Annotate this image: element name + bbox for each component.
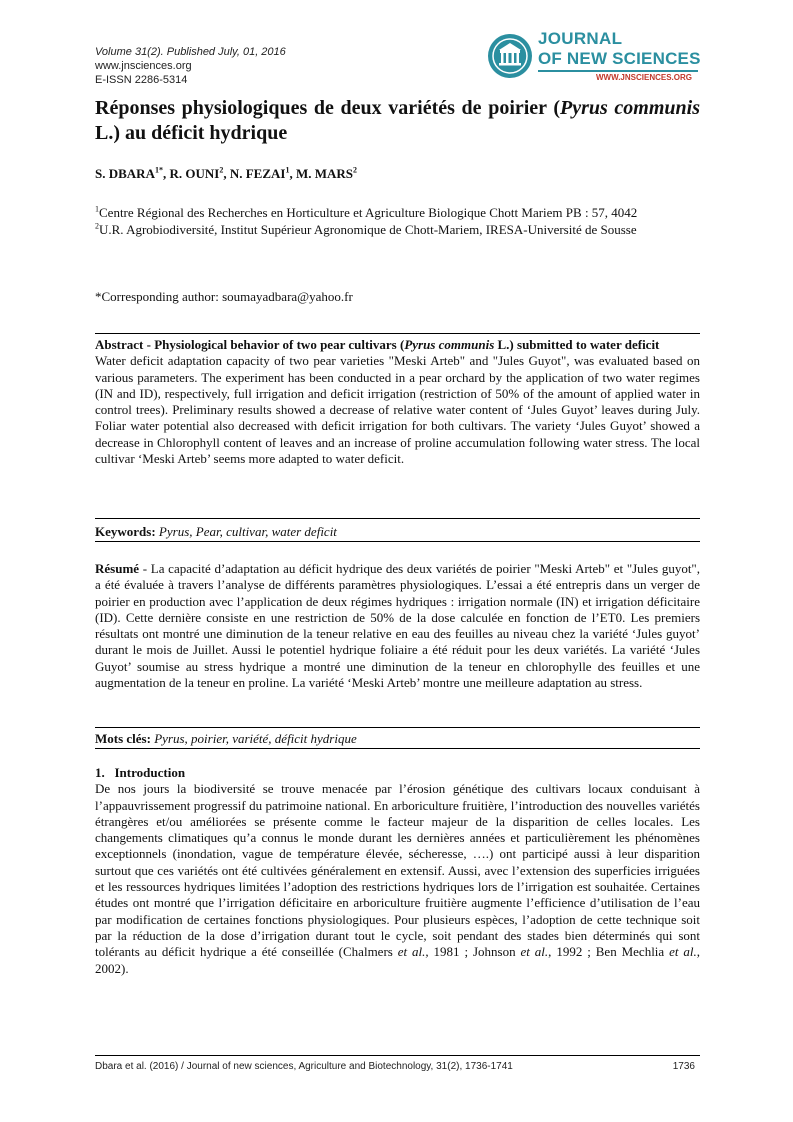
footer-divider (95, 1055, 700, 1056)
author-list: S. $DBARA^{1*}$, R. OUNI$^2$, N. FEZAI$^1$, M. MARS$^2$ (95, 165, 357, 181)
citation-etal: et al., (397, 944, 429, 960)
author-sup: 2 (352, 165, 357, 175)
introduction-heading: 1. Introduction (95, 765, 186, 780)
author-sup: 1 (285, 165, 290, 175)
abstract-heading-b: L.) submitted to water deficit (494, 337, 660, 352)
motscles-line (95, 731, 700, 747)
affiliation-item (95, 205, 700, 222)
affiliations (95, 205, 700, 238)
logo-line1: JOURNAL (538, 29, 623, 48)
citation-etal: et al. (669, 944, 697, 960)
author-sup: 1* (154, 165, 163, 175)
divider (95, 748, 700, 749)
keywords-line (95, 524, 700, 540)
article-title (95, 96, 700, 146)
volume-line: Volume 31(2). Published July, 01, 2016 (95, 46, 286, 58)
page-number: 1736 (672, 1061, 695, 1072)
affiliation-sup: 2 (95, 221, 99, 231)
abstract-heading-species: Pyrus communis (404, 337, 495, 352)
author-name: R. OUNI (169, 166, 220, 181)
citation-etal: et al. (520, 944, 549, 960)
citation-text: 1981 ; Johnson (428, 944, 521, 960)
author-name: N. FEZAI (229, 166, 286, 181)
resume-section (95, 561, 700, 691)
bridge-emblem-icon (486, 32, 534, 80)
abstract-section (95, 337, 700, 467)
affiliation-sup: 1 (95, 204, 99, 214)
affiliation-text: U.R. Agrobiodiversité, Institut Supérieur Agronomique de Chott-Mariem, IRESA-Université de Sousse (99, 221, 637, 237)
introduction-body: De nos jours la biodiversité se trouve menacée par l’érosion génétique des cultivars locaux conduisant à l’appauvrissement progressif du patrimoine national. En arboriculture fruitière, l’introduction des nouvelles variétés étrangères et/ou améliorées se présente comme le facteur majeur de la disparition de celles locales. Les changements climatiques qu’a connus le monde durant les dernières années et particulièrement les phénomènes exceptionnels (inondation, vague de température élevée, sécheresse, ….) ont participé aussi à leur disparition surtout que ces variétés ont été cultivées généralement en extensif. Aussi, avec l’extension des superficies irriguées et les ressources hydriques limitées l’adoption des restrictions hydriques lors de l’irrigation est souhaitée. Certaines études ont montré que l’irrigation déficitaire en arboriculture fruitière augmente l’efficience d’utilisation de l’eau par modification de certaines fonctions physiologiques. Pour plusieurs espèces, l’adoption de cette technique soit par la réduction de la dose d’irrigation durant tout le cycle, soit pendant des stades bien déterminés qui sont tolérants au déficit hydrique a été conseillée (Chalmers (95, 781, 700, 960)
author-name: S. DBARA (95, 166, 155, 181)
journal-logo (486, 26, 704, 88)
divider (95, 518, 700, 519)
author-sup: 2 (219, 165, 224, 175)
affiliation-item (95, 222, 700, 239)
motscles-label: Mots clés: (95, 731, 151, 746)
website-link[interactable]: www.jnsciences.org (95, 60, 192, 72)
resume-body: - La capacité d’adaptation au déficit hydrique des deux variétés de poirier "Meski Arteb" et "Jules guyot", a été évaluée à travers l’analyse de différents paramètres physiologiques. L’essai a été entrepris dans un verger de poirier en production avec l’application de deux régimes hydriques : irrigation normale (IN) et irrigation déficitaire (ID). Cette dernière consiste en une restriction de 50% de la dose calculée en fonction de l’ET0. Les premiers résultats ont montré une diminution de la teneur relative en eau des feuilles au niveau chez la variété ‘Jules guyot’ durant le mois de Juillet. Aussi le potentiel hydrique foliaire a été réduit pour les deux variétés. La variété ‘Jules Guyot’ soumise au stress hydrique a montré une diminution de la teneur en chlorophylle des feuilles et une augmentation de la teneur en proline. La variété ‘Meski Arteb’ montre une meilleure adaptation au stress. (95, 561, 700, 691)
divider (95, 333, 700, 334)
affiliation-text: Centre Régional des Recherches en Horticulture et Agriculture Biologique Chott Mariem PB : 57, 4042 (99, 205, 638, 220)
divider (95, 541, 700, 542)
issn-line: E-ISSN 2286-5314 (95, 74, 188, 86)
footer-citation: Dbara et al. (2016) / Journal of new sciences, Agriculture and Biotechnology, 31(2), 1736-1741 (95, 1061, 513, 1072)
journal-header (95, 45, 286, 87)
corresponding-author: *Corresponding author: soumayadbara@yahoo.fr (95, 289, 353, 304)
divider (95, 727, 700, 728)
keywords-value: Pyrus, Pear, cultivar, water deficit (158, 524, 337, 539)
title-part1: Réponses physiologiques de deux variétés de poirier ( (95, 97, 560, 119)
resume-label: Résumé (95, 561, 140, 576)
title-species: Pyrus communis (560, 97, 700, 119)
logo-divider (538, 70, 698, 72)
introduction-section (95, 765, 700, 977)
page-footer (95, 1061, 695, 1072)
title-part2: L.) au déficit hydrique (95, 122, 288, 144)
motscles-value: Pyrus, poirier, variété, déficit hydrique (154, 731, 357, 746)
citation-text: , 1992 ; Ben Mechlia (548, 944, 670, 960)
abstract-body: Water deficit adaptation capacity of two pear varieties "Meski Arteb" and "Jules Guyot", was evaluated based on various parameters. The experiment has been conducted in a pear orchard by the application of two water regimes (IN and ID), respectively, full irrigation and deficit irrigation (restriction of 50% of the amount of applied water in control trees). Preliminary results showed a decrease of relative water content of ‘Jules Guyot’ leaves during July. Foliar water potential also decreased with deficit irrigation for both cultivars. The variety ‘Jules Guyot’ showed a decrease in Chlorophyll content of leaves and an increase of proline accumulation following water stress. The local cultivar ‘Meski Arteb’ seems more adapted to water deficit. (95, 353, 700, 467)
logo-url: WWW.JNSCIENCES.ORG (596, 73, 693, 82)
abstract-heading (95, 337, 659, 352)
author-name: M. MARS (295, 166, 353, 181)
logo-line2: OF NEW SCIENCES (538, 49, 701, 68)
abstract-heading-a: Abstract - Physiological behavior of two pear cultivars ( (95, 337, 405, 352)
keywords-label: Keywords: (95, 524, 156, 539)
citation-text: , 2002). (95, 944, 701, 976)
